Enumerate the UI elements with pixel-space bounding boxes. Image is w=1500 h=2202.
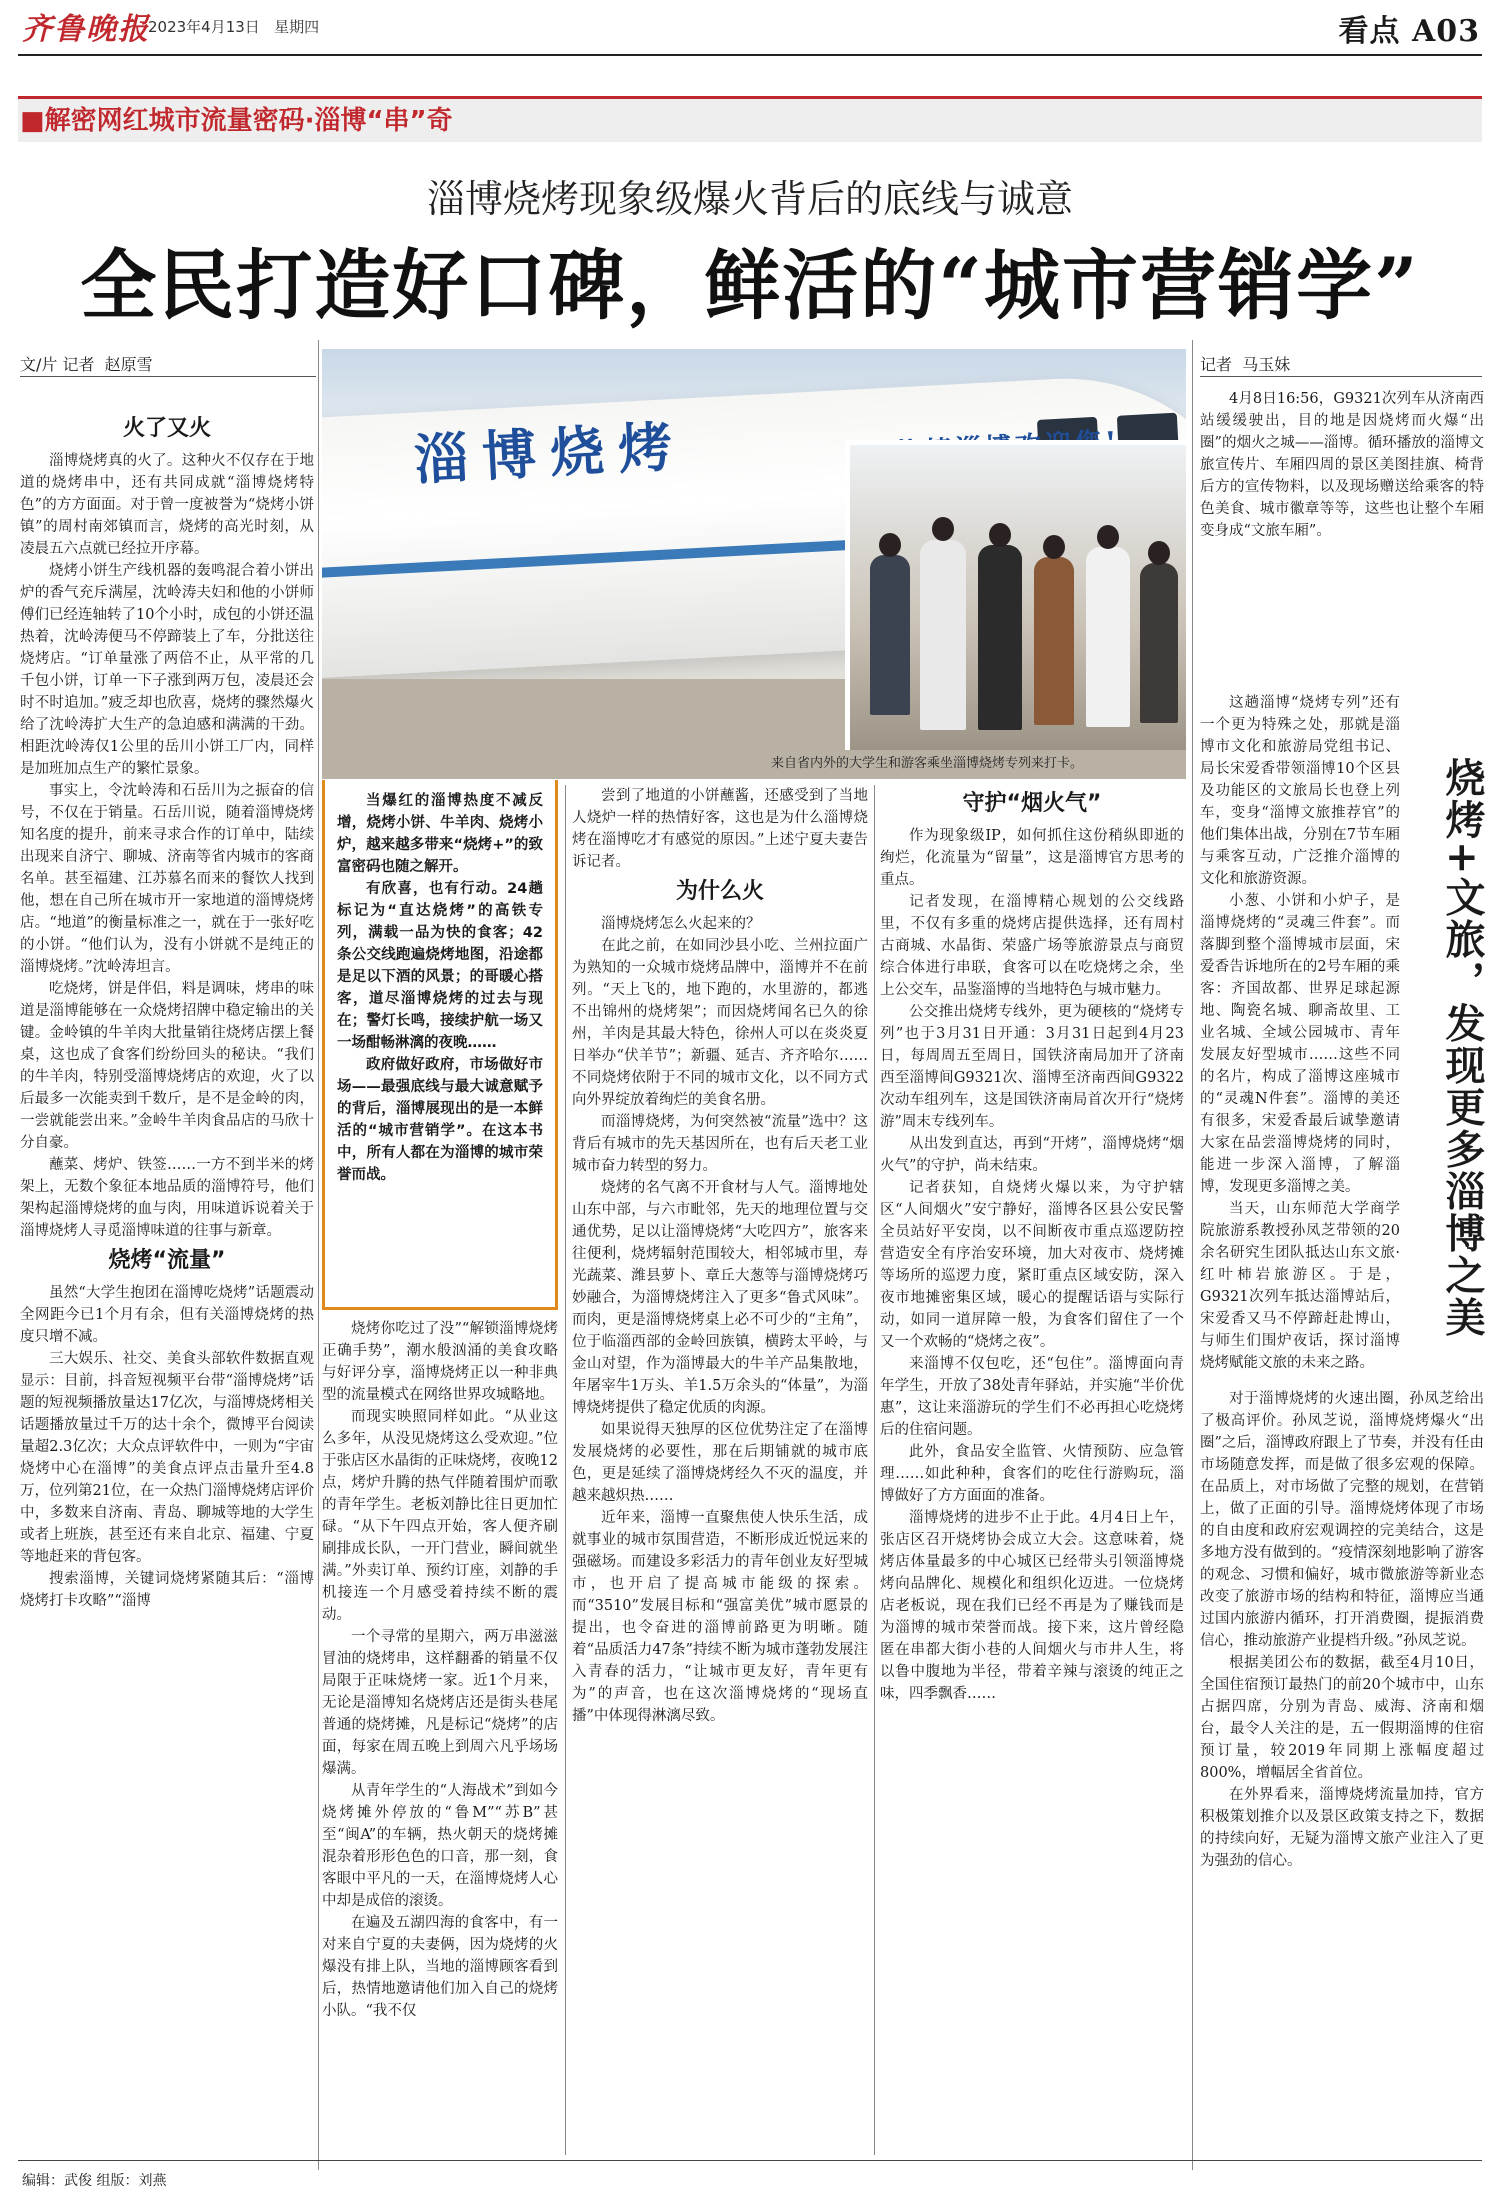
paragraph: 这趟淄博“烧烤专列”还有一个更为特殊之处，那就是淄博市文化和旅游局党组书记、局长宋爱香带领淄博10个区县及功能区的文旅局长也登上列车，变身“淄博文旅推荐官”的他们集体出战，分别在7节车厢与乘客互动，广泛推介淄博的文化和旅游资源。 <box>1200 695 1400 887</box>
paragraph: 近年来，淄博一直聚焦使人快乐生活，成就事业的城市氛围营造，不断形成近悦远来的强磁场。而建设多彩活力的青年创业友好型城市，也开启了提高城市能级的探索。而“3510”发展目标和“强富美优”城市愿景的提出，也令奋进的淄博前路更为明晰。随着“品质活力47条”持续不断为城市蓬勃发展注入青春的活力，“让城市更友好，青年更有为”的声音，也在这次淄博烧烤的“现场直播”中体现得淋漓尽致。 <box>572 1510 868 1724</box>
paragraph: 公交推出烧烤专线外，更为硬核的“烧烤专列”也于3月31日开通：3月31日起到4月23日，每周周五至周日，国铁济南局加开了济南西至淄博间G9321次、淄博至济南西间G9322次动车组列车，这是国铁济南局首次开行“烧烤游”周末专线列车。 <box>880 1004 1184 1130</box>
byline-prefix: 文/片 记者 <box>20 355 95 374</box>
column-divider <box>318 340 319 2170</box>
left-byline <box>20 352 153 375</box>
paragraph: 而现实映照同样如此。“从业这么多年，从没见烧烤这么受欢迎。”位于张店区水晶街的正味烧烤，夜晚12点，烤炉升腾的热气伴随着围炉而歌的青年学生。老板刘静比往日更加忙碌。“从下午四点开始，客人便齐刷刷排成长队，一开门营业，瞬间就坐满。”外卖订单、预约订座，刘静的手机接连一个月感受着持续不断的震动。 <box>322 1409 558 1623</box>
paragraph: 记者获知，自烧烤火爆以来，为守护辖区“人间烟火”安宁静好，淄博各区县公安民警全员站好平安岗，以不间断夜市重点巡逻防控营造安全有序治安环境，加大对夜市、烧烤摊等场所的巡逻力度，紧盯重点区域安防，深入夜市地摊密集区域，暖心的提醒话语与实际行动，如同一道屏障一般，为食客们留住了一个又一个欢畅的“烧烤之夜”。 <box>880 1180 1184 1350</box>
paragraph: 从出发到直达，再到“开烤”，淄博烧烤“烟火气”的守护，尚未结束。 <box>880 1136 1184 1174</box>
page-number: A03 <box>1411 14 1480 49</box>
date-text: 2023年4月13日 <box>148 18 260 36</box>
paragraph: 在此之前，在如同沙县小吃、兰州拉面广为熟知的一众城市烧烤品牌中，淄博并不在前列。“天上飞的，地下跑的，水里游的，都逃不出锦州的烧烤架”；而因烧烤闻名已久的徐州，羊肉是其最大特色，徐州人可以在炎炎夏日举办“伏羊节”；新疆、延吉、齐齐哈尔……不同烧烤依附于不同的城市文化，以不同方式向外界绽放着绚烂的美食名册。 <box>572 938 868 1108</box>
train-livery-text: 淄博烧烤 <box>412 413 688 493</box>
passenger-head <box>1148 541 1170 565</box>
weekday-text: 星期四 <box>274 18 320 36</box>
paragraph: 从青年学生的“人海战术”到如今烧烤摊外停放的“鲁M”“苏B”甚至“闽A”的车辆，热火朝天的烧烤摊混杂着形形色色的口音，那一刻，食客眼中平凡的一天，在淄博烧烤人心中却是成倍的滚烫。 <box>322 1783 558 1909</box>
paragraph: 淄博烧烤的进步不止于此。4月4日上午，张店区召开烧烤协会成立大会。这意味着，烧烤店体量最多的中心城区已经带头引领淄博烧烤向品牌化、规模化和组织化迈进。一位烧烤店老板说，现在我们已经不再是为了赚钱而是为淄博的城市荣誉而战。接下来，这片曾经隐匿在串都大街小巷的人间烟火与市井人生，将以鲁中腹地为半径，带着辛辣与滚烫的纯正之味，四季飘香…… <box>880 1510 1184 1702</box>
quote-paragraph: 当爆红的淄博热度不减反增，烧烤小饼、牛羊肉、烧烤小炉，越来越多带来“烧烤+”的致富密码也随之解开。 <box>337 793 543 875</box>
paragraph: 此外，食品安全监管、火情预防、应急管理……如此种种，食客们的吃住行游购玩，淄博做好了方方面面的准备。 <box>880 1444 1184 1504</box>
quote-paragraph: 政府做好政府，市场做好市场——最强底线与最大诚意赋予的背后，淄博展现出的是一本鲜活的“城市营销学”。在这本书中，所有人都在为淄博的城市荣誉而战。 <box>337 1057 543 1183</box>
paragraph: 淄博烧烤怎么火起来的？ <box>601 916 761 932</box>
paragraph: 如果说得天独厚的区位优势注定了在淄博发展烧烤的必要性，那在后期铺就的城市底色，更是延续了淄博烧烤经久不灭的温度，并越来越炽热…… <box>572 1422 868 1504</box>
paragraph: 记者发现，在淄博精心规划的公交线路里，不仅有多重的烧烤店提供选择，还有周村古商城、水晶街、荣盛广场等旅游景点与商贸综合体进行串联，食客可以在吃烧烤之余，坐上公交车，品鉴淄博的当地特色与城市魅力。 <box>880 894 1184 998</box>
byline-rule <box>20 376 316 377</box>
right-byline <box>1200 352 1290 375</box>
section-name: 看点 <box>1338 14 1401 49</box>
paragraph: 吃烧烤，饼是伴侣，料是调味，烤串的味道是淄博能够在一众烧烤招牌中稳定输出的关键。金岭镇的牛羊肉大批量销往烧烤店摆上餐桌，这也成了食客们纷纷回头的秘诀。“我们的牛羊肉，特别受淄博烧烤店的欢迎，火了以后最多一次能卖到千数斤，是不是金岭的肉，一尝就能尝出来。”金岭牛羊肉食品店的马欣十分自豪。 <box>20 981 314 1151</box>
passenger-head <box>989 523 1011 547</box>
article-column-2 <box>322 1318 558 2155</box>
passenger-head <box>879 533 901 557</box>
passenger-head <box>1043 535 1065 559</box>
footer-rule <box>18 2160 1482 2161</box>
section-heading: 火了又火 <box>122 416 211 441</box>
right-article-top <box>1200 388 1484 688</box>
paragraph: 4月8日16:56，G9321次列车从济南西站缓缓驶出，目的地是因烧烤而火爆“出圈”的烟火之城——淄博。循环播放的淄博文旅宣传片、车厢四周的景区美图挂旗、椅背后方的宣传物料，以及现场赠送给乘客的特色美食、城市徽章等等，这些也让整个车厢变身成“文旅车厢”。 <box>1200 391 1484 539</box>
passenger-figure <box>978 545 1022 730</box>
paragraph: 在外界看来，淄博烧烤流量加持，官方积极策划推介以及景区政策支持之下，数据的持续向好，无疑为淄博文旅产业注入了更为强劲的信心。 <box>1200 1787 1484 1869</box>
paragraph: 当天，山东师范大学商学院旅游系教授孙凤芝带领的20余名研究生团队抵达山东文旅·红叶柿岩旅游区。于是，G9321次列车抵达淄博站后，宋爱香又马不停蹄赶赴博山，与师生们围炉夜话，探讨淄博烧烤赋能文旅的未来之路。 <box>1200 1201 1400 1371</box>
vertical-headline: 烧烤+文旅，发现更多淄博之美 <box>1439 757 1486 1339</box>
masthead-rule <box>18 54 1482 56</box>
paragraph: 事实上，令沈岭涛和石岳川为之振奋的信号，不仅在于销量。石岳川说，随着淄博烧烤知名度的提升，前来寻求合作的订单中，陆续出现来自济宁、聊城、济南等省内城市的客商名单。甚至福建、江苏慕名而来的餐饮人找到他，想在自己所在城市开一家地道的淄博烧烤店。“地道”的衡量标准之一，就在于一张好吃的小饼。“他们认为，没有小饼就不是纯正的淄博烧烤。”沈岭涛坦言。 <box>20 783 314 975</box>
banner-title: ■解密网红城市流量密码·淄博“串”奇 <box>20 106 453 136</box>
photo-caption: 来自省内外的大学生和游客乘坐淄博烧烤专列来打卡。 <box>771 756 1084 771</box>
banner-accent <box>18 96 1482 99</box>
lead-quote-box <box>322 780 558 1310</box>
sub-headline: 淄博烧烤现象级爆火背后的底线与诚意 <box>426 177 1073 221</box>
right-article-middle <box>1200 692 1400 1382</box>
paragraph: 搜索淄博，关键词烧烤紧随其后：“淄博烧烤打卡攻略”“淄博 <box>20 1571 314 1609</box>
paragraph: 烧烤小饼生产线机器的轰鸣混合着小饼出炉的香气充斥满屋，沈岭涛夫妇和他的小饼师傅们已经连轴转了10个小时，成包的小饼还温热着，沈岭涛便马不停蹄装上了车，分批送往烧烤店。“订单量涨了两倍不止，从平常的几千包小饼，订单一下子涨到两万包，凌晨还会时不时追加。”疲乏却也欣喜，烧烤的骤然爆火给了沈岭涛扩大生产的急迫感和满满的干劲。相距沈岭涛仅1公里的岳川小饼工厂内，同样是加班加点生产的繁忙景象。 <box>20 563 314 777</box>
byline-author: 马玉妹 <box>1242 355 1291 374</box>
passenger-head <box>932 517 954 541</box>
paragraph: 烧烤你吃过了没”“解锁淄博烧烤正确手势”，潮水般汹涌的美食攻略与好评分享，淄博烧烤正以一种非典型的流量模式在网络世界攻城略地。 <box>322 1321 558 1403</box>
passenger-figure <box>1034 557 1074 725</box>
paragraph: 虽然“大学生抱团在淄博吃烧烤”话题震动全网距今已1个月有余，但有关淄博烧烤的热度只增不减。 <box>20 1285 314 1345</box>
section-heading: 守护“烟火气” <box>962 791 1102 816</box>
right-article-bottom <box>1200 1388 1484 2155</box>
byline-prefix: 记者 <box>1200 355 1233 374</box>
paragraph: 尝到了地道的小饼蘸酱，还感受到了当地人烧炉一样的热情好客，这也是为什么淄博烧烤在淄博吃才有感觉的原因。”上述宁夏夫妻告诉记者。 <box>572 788 868 870</box>
issue-date <box>148 16 319 37</box>
column-divider <box>1192 340 1193 2170</box>
byline-rule <box>1200 376 1482 377</box>
newspaper-logo: 齐鲁晚报 <box>22 12 150 47</box>
column-divider <box>565 785 566 2155</box>
passenger-figure <box>1086 547 1130 727</box>
column-divider <box>874 785 875 2155</box>
paragraph: 淄博烧烤真的火了。这种火不仅存在于地道的烧烤串中，还有共同成就“淄博烧烤特色”的方方面面。对于曾一度被誉为“烧烤小饼镇”的周村南郊镇而言，烧烤的高光时刻，从凌晨五六点就已经拉开序幕。 <box>20 453 314 557</box>
paragraph: 对于淄博烧烤的火速出圈，孙凤芝给出了极高评价。孙凤芝说，淄博烧烤爆火“出圈”之后，淄博政府跟上了节奏，并没有任由市场随意发挥，而是做了很多宏观的保障。在品质上，对市场做了完整的规划，在营销上，做了正面的引导。淄博烧烤体现了市场的自由度和政府宏观调控的完美结合，这是多地方没有做到的。“疫情深刻地影响了游客的观念、习惯和偏好，城市微旅游等新业态改变了旅游市场的结构和特征，淄博应当通过国内旅游内循环，打开消费圈，提振消费信心，推动旅游产业提档升级。”孙凤芝说。 <box>1200 1391 1484 1649</box>
passenger-figure <box>870 555 910 715</box>
passenger-head <box>1097 525 1119 549</box>
paragraph: 烧烤的名气离不开食材与人气。淄博地处山东中部，与六市毗邻，先天的地理位置与交通优势，足以让淄博烧烤“大吃四方”，旅客来往便利，烧烤辐射范围较大，相邻城市里，寿光蔬菜、潍县萝卜、章丘大葱等与淄博烧烤巧妙融合，为淄博烧烤注入了更多“鲁式风味”。而肉，更是淄博烧烤桌上必不可少的“主角”，位于临淄西部的金岭回族镇，横跨太平岭，与金山对望，作为淄博最大的牛羊产品集散地，年屠宰牛1万头、羊1.5万余头的“体量”，为淄博烧烤提供了稳定优质的肉源。 <box>572 1180 868 1416</box>
quote-paragraph: 有欣喜，也有行动。24趟标记为“直达烧烤”的高铁专列，满载一品为快的食客；42条公交线跑遍烧烤地图，沿途都是足以下酒的风景；的哥暖心搭客，道尽淄博烧烤的过去与现在；警灯长鸣，接续护航一场又一场酣畅淋漓的夜晚…… <box>337 881 543 1051</box>
article-column-3 <box>572 785 868 2155</box>
article-column-4 <box>880 785 1184 2155</box>
editor-credit: 编辑：武俊 组版：刘燕 <box>22 2173 167 2189</box>
main-headline: 全民打造好口碑，鲜活的“城市营销学” <box>80 241 1420 330</box>
paragraph: 作为现象级IP，如何抓住这份稍纵即逝的绚烂，化流量为“留量”，这是淄博官方思考的重点。 <box>880 828 1184 888</box>
section-heading: 为什么火 <box>675 879 764 904</box>
paragraph: 而淄博烧烤，为何突然被“流量”选中？这背后有城市的先天基因所在，也有后天老工业城市奋力转型的努力。 <box>572 1114 868 1174</box>
passenger-figure <box>1140 563 1178 723</box>
article-column-1 <box>20 410 314 2155</box>
passengers-photo <box>845 440 1186 750</box>
byline-author: 赵原雪 <box>104 355 153 374</box>
section-heading: 烧烤“流量” <box>108 1248 226 1273</box>
paragraph: 根据美团公布的数据，截至4月10日，全国住宿预订最热门的前20个城市中，山东占据四席，分别为青岛、威海、济南和烟台，最令人关注的是，五一假期淄博的住宿预订量，较2019年同期上涨幅度超过800%，增幅居全省首位。 <box>1200 1655 1484 1781</box>
paragraph: 一个寻常的星期六，两万串滋滋冒油的烧烤串，这样翻番的销量不仅局限于正味烧烤一家。近1个月来，无论是淄博知名烧烤店还是街头巷尾普通的烧烤摊，凡是标记“烧烤”的店面，每家在周五晚上到周六凡乎场场爆满。 <box>322 1629 558 1777</box>
paragraph: 在遍及五湖四海的食客中，有一对来自宁夏的夫妻俩，因为烧烤的火爆没有排上队，当地的淄博顾客看到后，热情地邀请他们加入自己的烧烤小队。“我不仅 <box>322 1915 558 2019</box>
paragraph: 三大娱乐、社交、美食头部软件数据直观显示：目前，抖音短视频平台带“淄博烧烤”话题的短视频播放量达17亿次，与淄博烧烤相关话题播放量过千万的达十余个，微博平台阅读量超2.3亿次；大众点评软件中，一则为“宇宙烧烤中心在淄博”的美食点评点击量升至4.8万，位列第21位，在一众热门淄博烧烤店评价中，多数来自济南、青岛、聊城等地的大学生或者上班族，甚至还有来自北京、福建、宁夏等地赶来的背包客。 <box>20 1351 314 1565</box>
paragraph: 蘸菜、烤炉、铁签……一方不到半米的烤架上，无数个象征本地品质的淄博符号，他们架构起淄博烧烤的血与肉，用味道诉说着关于淄博烧烤人寻觅淄博味道的往事与新章。 <box>20 1157 314 1239</box>
passenger-figure <box>920 540 966 730</box>
page-section-label <box>1339 6 1480 50</box>
paragraph: 来淄博不仅包吃，还“包住”。淄博面向青年学生，开放了38处青年驿站，并实施“半价优惠”，这让来淄游玩的学生们不必再担心吃烧烤后的住宿问题。 <box>880 1356 1184 1438</box>
paragraph: 小葱、小饼和小炉子，是淄博烧烤的“灵魂三件套”。而落脚到整个淄博城市层面，宋爱香告诉地所在的2号车厢的乘客：齐国故都、世界足球起源地、陶瓷名城、聊斋故里、工业名城、全域公园城市、青年发展友好型城市……这些不同的名片，构成了淄博这座城市的“灵魂N件套”。淄博的美还有很多，宋爱香最后诚挚邀请大家在品尝淄博烧烤的同时，能进一步深入淄博，了解淄博，发现更多淄博之美。 <box>1200 893 1400 1195</box>
